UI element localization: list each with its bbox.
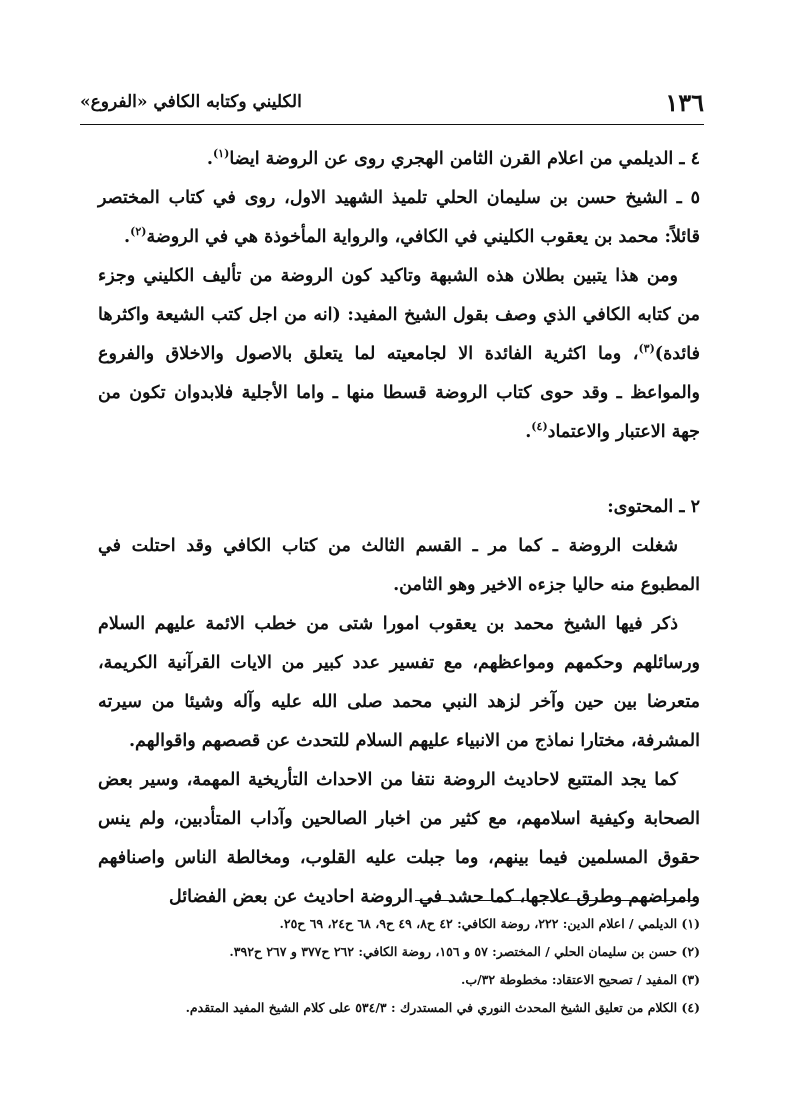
section-heading: ٢ ـ المحتوى: <box>607 497 700 517</box>
footnote-4: (٤) الكلام من تعليق الشيخ المحدث النوري في المستدرك : ٥٣٤/٣ على كلام الشيخ المفيد المتقدم. <box>185 1000 700 1015</box>
footnote-ref-3[interactable]: (٣) <box>638 342 655 356</box>
footnote-1: (١) الديلمي / اعلام الدين: ٢٢٢، روضة الكافي: ٤٢ ح٨، ٤٩ ح٩، ٦٨ ح٢٤، ٦٩ ح٢٥. <box>279 916 700 931</box>
running-header <box>80 88 704 116</box>
page-number: ١٣٦ <box>665 87 704 117</box>
footnote-rule <box>415 900 697 901</box>
running-title: الكليني وكتابه الكافي «الفروع» <box>80 92 302 112</box>
main-text <box>98 140 700 917</box>
paragraph: شغلت الروضة ـ كما مر ـ القسم الثالث من كتاب الكافي وقد احتلت في المطبوع منه حاليا جزءه الاخير وهو الثامن. <box>98 536 700 595</box>
header-rule <box>80 124 704 125</box>
footnotes <box>96 910 700 1022</box>
footnote-ref-1[interactable]: (١) <box>212 147 230 161</box>
footnote-ref-4[interactable]: (٤) <box>531 420 548 434</box>
footnote-3: (٣) المفيد / تصحيح الاعتقاد: مخطوطة ٣٢/ب. <box>460 972 700 987</box>
paragraph: كما يجد المتتبع لاحاديث الروضة نتفا من الاحداث التأريخية المهمة، وسير بعض الصحابة وكيفية اسلامهم، مع كثير من اخبار الصالحين وآداب المتأدبين، ولم ينس حقوق المسلمين فيما بينهم، وما جبلت عليه القلوب، ومخالطة الناس واصنافهم وامراضهم وطرق علاجها، كما حشد في الروضة احاديث عن بعض الفضائل <box>98 770 700 907</box>
list-item-4: ٤ ـ الديلمي من اعلام القرن الثامن الهجري روى عن الروضة ايضا$^{(١)}$. <box>206 147 700 169</box>
paragraph: ذكر فيها الشيخ محمد بن يعقوب امورا شتى من خطب الائمة عليهم السلام ورسائلهم وحكمهم ومواعظهم، مع تفسير عدد كبير من الايات القرآنية الكريمة، متعرضا بين حين وآخر لزهد النبي محمد صلى الله عليه وآله وشيئا من سيرته المشرفة، مختارا نماذج من الانبياء عليهم السلام للتحدث عن قصصهم واقوالهم. <box>98 614 700 751</box>
footnote-ref-2[interactable]: (٢) <box>130 225 147 239</box>
paragraph: ومن هذا يتبين بطلان هذه الشبهة وتاكيد كون الروضة من تأليف الكليني وجزء من كتابه الكافي الذي وصف بقول الشيخ المفيد: (انه من اجل كتب الشيعة واكثرها فائدة)$^{(٣)}$، وما اكثرية الفائدة الا لجامعيته لما يتعلق بالاصول والاخلاق والفروع والمواعظ ـ وقد حوى كتاب الروضة قسطا منها ـ واما الأجلية فلابدوان تكون من جهة الاعتبار والاعتماد$^{(٤)}$. <box>98 266 700 442</box>
footnote-2: (٢) حسن بن سليمان الحلي / المختصر: ٥٧ و ١٥٦، روضة الكافي: ٢٦٢ ح٣٧٧ و ٢٦٧ ح٣٩٢. <box>229 944 700 959</box>
list-item-5: ٥ ـ الشيخ حسن بن سليمان الحلي تلميذ الشهيد الاول، روى في كتاب المختصر قائلاً: محمد بن يعقوب الكليني في الكافي، والرواية المأخوذة هي في الروضة$^{(٢)}$. <box>98 188 700 247</box>
